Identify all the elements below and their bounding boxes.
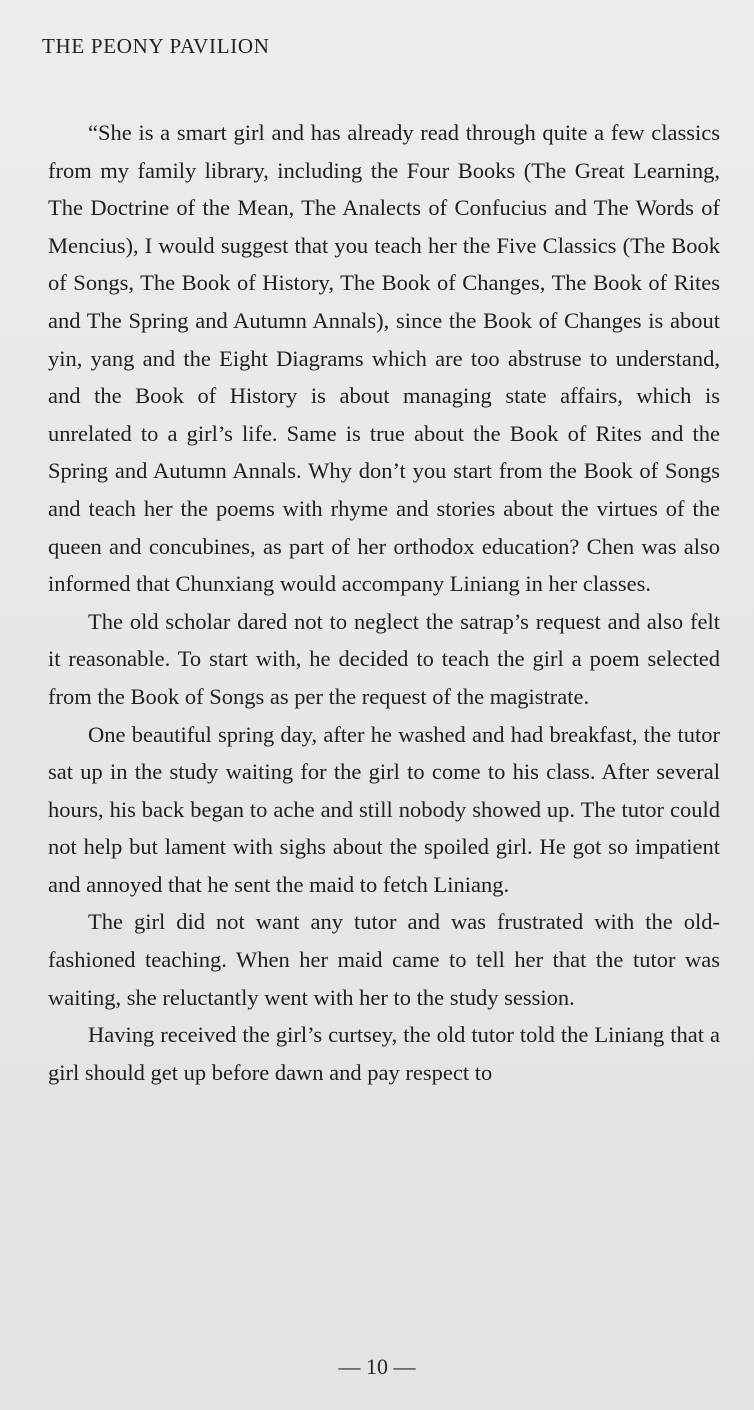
paragraph-3: One beautiful spring day, after he washed and had breakfast, the tutor sat up in the study waiting for the girl to come to his class. After several hours, his back began to ache and still nobody showed up. The tutor could not help but lament with sighs about the spoiled girl. He got so impatient and annoyed that he sent the maid to fetch Liniang.: [48, 721, 720, 897]
page-number: — 10 —: [338, 1354, 416, 1379]
paragraph-2: The old scholar dared not to neglect the satrap’s request and also felt it reasonable. To start with, he decided to teach the girl a poem selected from the Book of Songs as per the request of the magistrate.: [48, 608, 720, 709]
paragraph-4: The girl did not want any tutor and was frustrated with the old-fashioned teaching. When her maid came to tell her that the tutor was waiting, she reluctantly went with her to the study session.: [48, 909, 720, 1010]
body-text: [48, 114, 720, 1091]
paragraph-1: “She is a smart girl and has already read through quite a few classics from my family library, including the Four Books (The Great Learning, The Doctrine of the Mean, The Analects of Confucius and The Words of Mencius), I would suggest that you teach her the Five Classics (The Book of Songs, The Book of History, The Book of Changes, The Book of Rites and The Spring and Autumn Annals), since the Book of Changes is about yin, yang and the Eight Diagrams which are too abstruse to understand, and the Book of History is about managing state affairs, which is unrelated to a girl’s life. Same is true about the Book of Rites and the Spring and Autumn Annals. Why don’t you start from the Book of Songs and teach her the poems with rhyme and stories about the virtues of the queen and concubines, as part of her orthodox education? Chen was also informed that Chunxiang would accompany Liniang in her classes.: [48, 120, 720, 597]
running-head-title: THE PEONY PAVILION: [42, 34, 270, 58]
paragraph-5: Having received the girl’s curtsey, the old tutor told the Liniang that a girl should get up before dawn and pay respect to: [48, 1022, 720, 1085]
